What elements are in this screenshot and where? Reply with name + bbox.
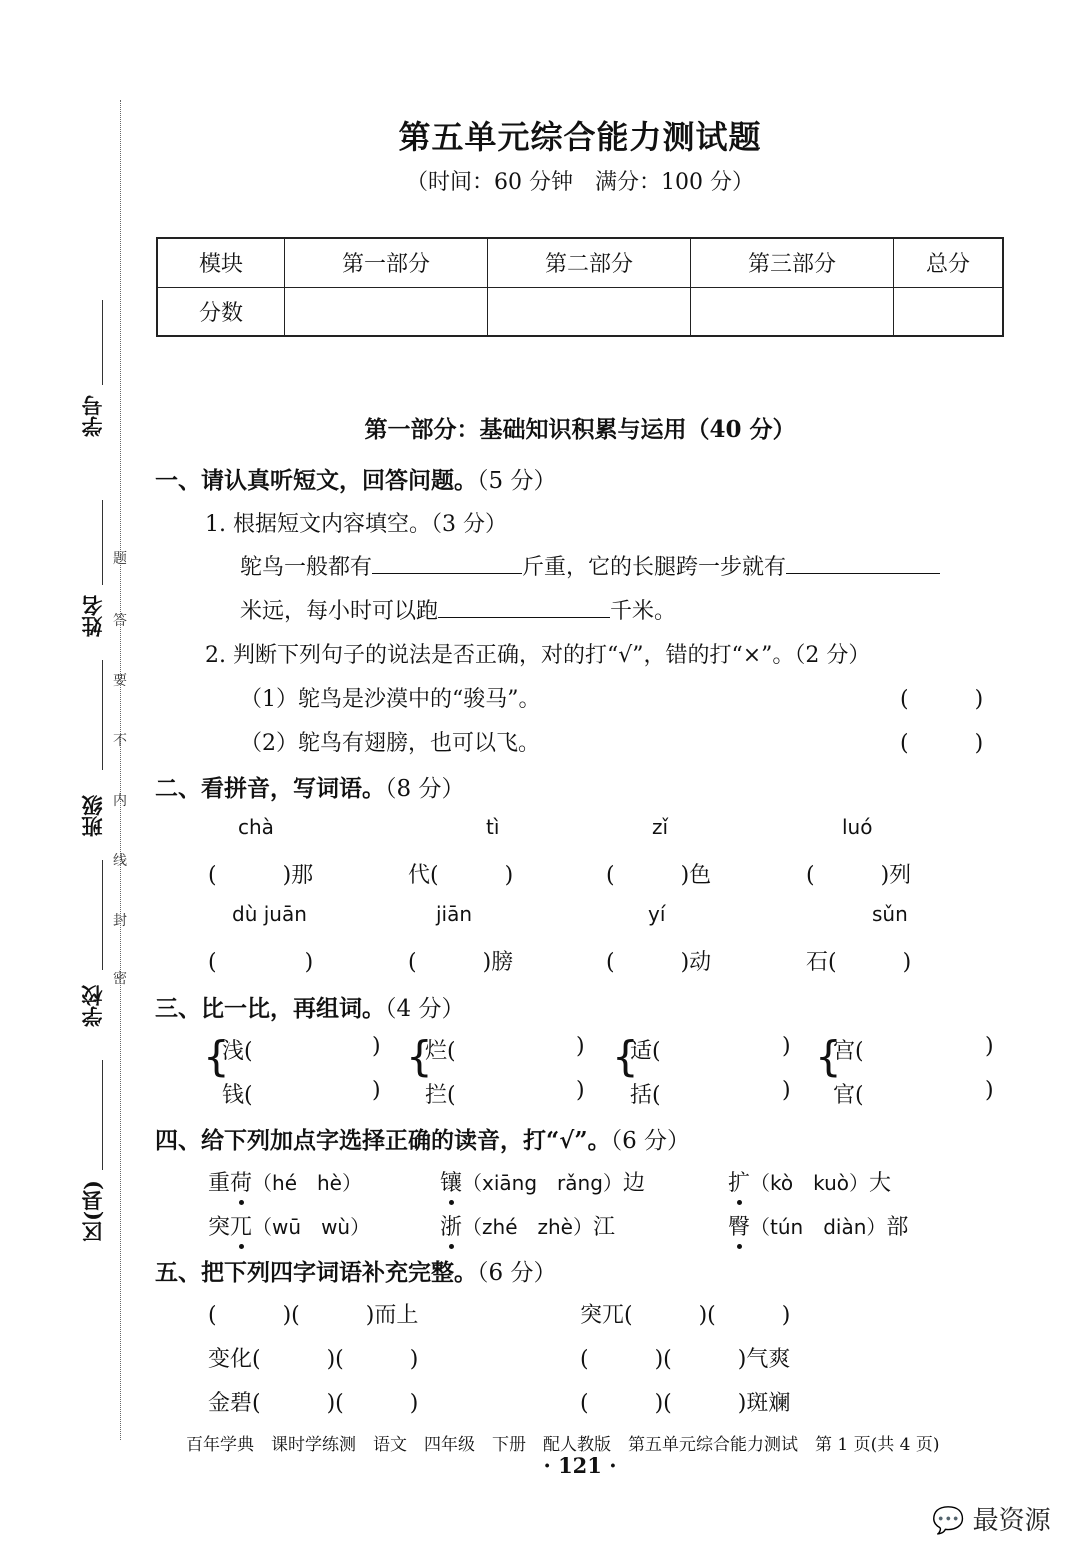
compare-char: 钱( [222, 1083, 253, 1108]
pronunciation-item: 臀（tún diàn）部 [728, 1215, 909, 1240]
table-header: 第二部分 [488, 238, 691, 287]
paren-close: ) [782, 1078, 791, 1103]
word-blank[interactable]: ( ) [208, 950, 314, 975]
paren-close: ) [576, 1034, 585, 1059]
compare-char: 拦( [425, 1083, 456, 1108]
watermark: 💬 最资源 [932, 1506, 1051, 1536]
word-blank[interactable]: ( )膀 [408, 950, 514, 975]
judge-answer-box[interactable]: ( ) [900, 731, 984, 756]
brace: { [815, 1032, 842, 1081]
pinyin: zǐ [652, 815, 669, 839]
seal-char: 线 [113, 853, 127, 869]
field-line [102, 660, 103, 770]
compare-char: 官( [833, 1083, 864, 1108]
side-label-school: 学校 [80, 985, 105, 1027]
table-row-label: 分数 [157, 287, 285, 336]
side-label-district: 区(县) [80, 1180, 105, 1242]
pinyin: luó [842, 815, 873, 839]
pinyin: sǔn [872, 902, 908, 926]
part-heading: 第一部分：基础知识积累与运用（40 分） [364, 416, 796, 443]
paren-close: ) [372, 1034, 381, 1059]
seal-char: 不 [113, 733, 127, 749]
fill-line-2: 米远，每小时可以跑 千米。 [240, 594, 676, 625]
idiom-blank[interactable]: 金碧( )( ) [208, 1391, 419, 1416]
answer-blank[interactable] [786, 551, 940, 574]
idiom-blank[interactable]: ( )( )斑斓 [580, 1391, 791, 1416]
word-blank[interactable]: ( )列 [806, 863, 912, 888]
binding-dotted-line [120, 100, 121, 1440]
idiom-blank[interactable]: ( )( )而上 [208, 1303, 419, 1328]
compare-char: 括( [630, 1083, 661, 1108]
pronunciation-item: 扩（kò kuò）大 [728, 1171, 892, 1196]
section-3-title: 三、比一比，再组词。（4 分） [155, 995, 465, 1022]
seal-char: 封 [113, 913, 127, 929]
word-blank[interactable]: 石( ) [806, 950, 912, 975]
judge-answer-box[interactable]: ( ) [900, 687, 984, 712]
pinyin: tì [486, 815, 500, 839]
word-blank[interactable]: ( )色 [606, 863, 712, 888]
answer-blank[interactable] [438, 595, 610, 618]
compare-char: 宫( [833, 1039, 864, 1064]
brace: { [612, 1032, 639, 1081]
score-table [156, 237, 1004, 337]
section-4-title: 四、给下列加点字选择正确的读音，打“√”。（6 分） [155, 1127, 691, 1154]
table-header: 第三部分 [691, 238, 894, 287]
score-cell[interactable] [488, 287, 691, 336]
word-blank[interactable]: ( )动 [606, 950, 712, 975]
score-cell[interactable] [285, 287, 488, 336]
section-2-title: 二、看拼音，写词语。（8 分） [155, 775, 465, 802]
side-label-xuehao: 学号 [80, 395, 105, 437]
brace: { [203, 1032, 230, 1081]
seal-char: 密 [113, 971, 127, 987]
pinyin: jiān [436, 902, 473, 926]
table-header: 总分 [894, 238, 1004, 287]
field-line [102, 1060, 103, 1170]
score-cell[interactable] [894, 287, 1004, 336]
pronunciation-item: 浙（zhé zhè）江 [440, 1215, 615, 1240]
judge-item-1: （1）鸵鸟是沙漠中的“骏马”。 [240, 687, 541, 712]
pinyin: chà [238, 815, 274, 839]
page-number: · 121 · [543, 1453, 617, 1478]
seal-char: 答 [113, 613, 127, 629]
word-blank[interactable]: ( )那 [208, 863, 314, 888]
side-label-name: 姓名 [80, 595, 105, 637]
judge-item-2: （2）鸵鸟有翅膀，也可以飞。 [240, 731, 540, 756]
seal-char: 内 [113, 793, 127, 809]
answer-blank[interactable] [372, 551, 522, 574]
idiom-blank[interactable]: 突兀( )( ) [580, 1303, 791, 1328]
paren-close: ) [985, 1034, 994, 1059]
field-line [102, 500, 103, 585]
paren-close: ) [782, 1034, 791, 1059]
pronunciation-item: 重荷（hé hè） [208, 1171, 362, 1196]
side-label-class: 班级 [80, 795, 105, 837]
section-5-title: 五、把下列四字词语补充完整。（6 分） [155, 1259, 557, 1286]
wechat-icon: 💬 [932, 1506, 965, 1536]
fill-line-1: 鸵鸟一般都有 斤重，它的长腿跨一步就有 [240, 550, 940, 581]
table-header: 模块 [157, 238, 285, 287]
pinyin: yí [648, 902, 666, 926]
compare-char: 适( [630, 1039, 661, 1064]
field-line [102, 860, 103, 970]
question-1-1: 1. 根据短文内容填空。（3 分） [205, 512, 507, 537]
paren-close: ) [372, 1078, 381, 1103]
idiom-blank[interactable]: 变化( )( ) [208, 1347, 419, 1372]
compare-char: 浅( [222, 1039, 253, 1064]
idiom-blank[interactable]: ( )( )气爽 [580, 1347, 791, 1372]
page-title: 第五单元综合能力测试题 [398, 118, 762, 156]
paren-close: ) [985, 1078, 994, 1103]
brace: { [406, 1032, 433, 1081]
page-subtitle: （时间：60 分钟 满分：100 分） [406, 170, 754, 195]
pronunciation-item: 突兀（wū wù） [208, 1215, 371, 1240]
compare-char: 烂( [425, 1039, 456, 1064]
score-cell[interactable] [691, 287, 894, 336]
pronunciation-item: 镶（xiāng rǎng）边 [440, 1171, 645, 1196]
page-footer: 百年学典 课时学练测 语文 四年级 下册 配人教版 第五单元综合能力测试 第 1 页(共 4 页) [186, 1435, 940, 1455]
seal-char: 题 [113, 551, 127, 567]
seal-char: 要 [113, 673, 127, 689]
pinyin: dù juān [232, 902, 307, 926]
question-1-2: 2. 判断下列句子的说法是否正确，对的打“√”，错的打“×”。（2 分） [205, 643, 871, 668]
field-line [102, 300, 103, 385]
paren-close: ) [576, 1078, 585, 1103]
section-1-title: 一、请认真听短文，回答问题。（5 分） [155, 467, 557, 494]
word-blank[interactable]: 代( ) [408, 863, 514, 888]
table-header: 第一部分 [285, 238, 488, 287]
